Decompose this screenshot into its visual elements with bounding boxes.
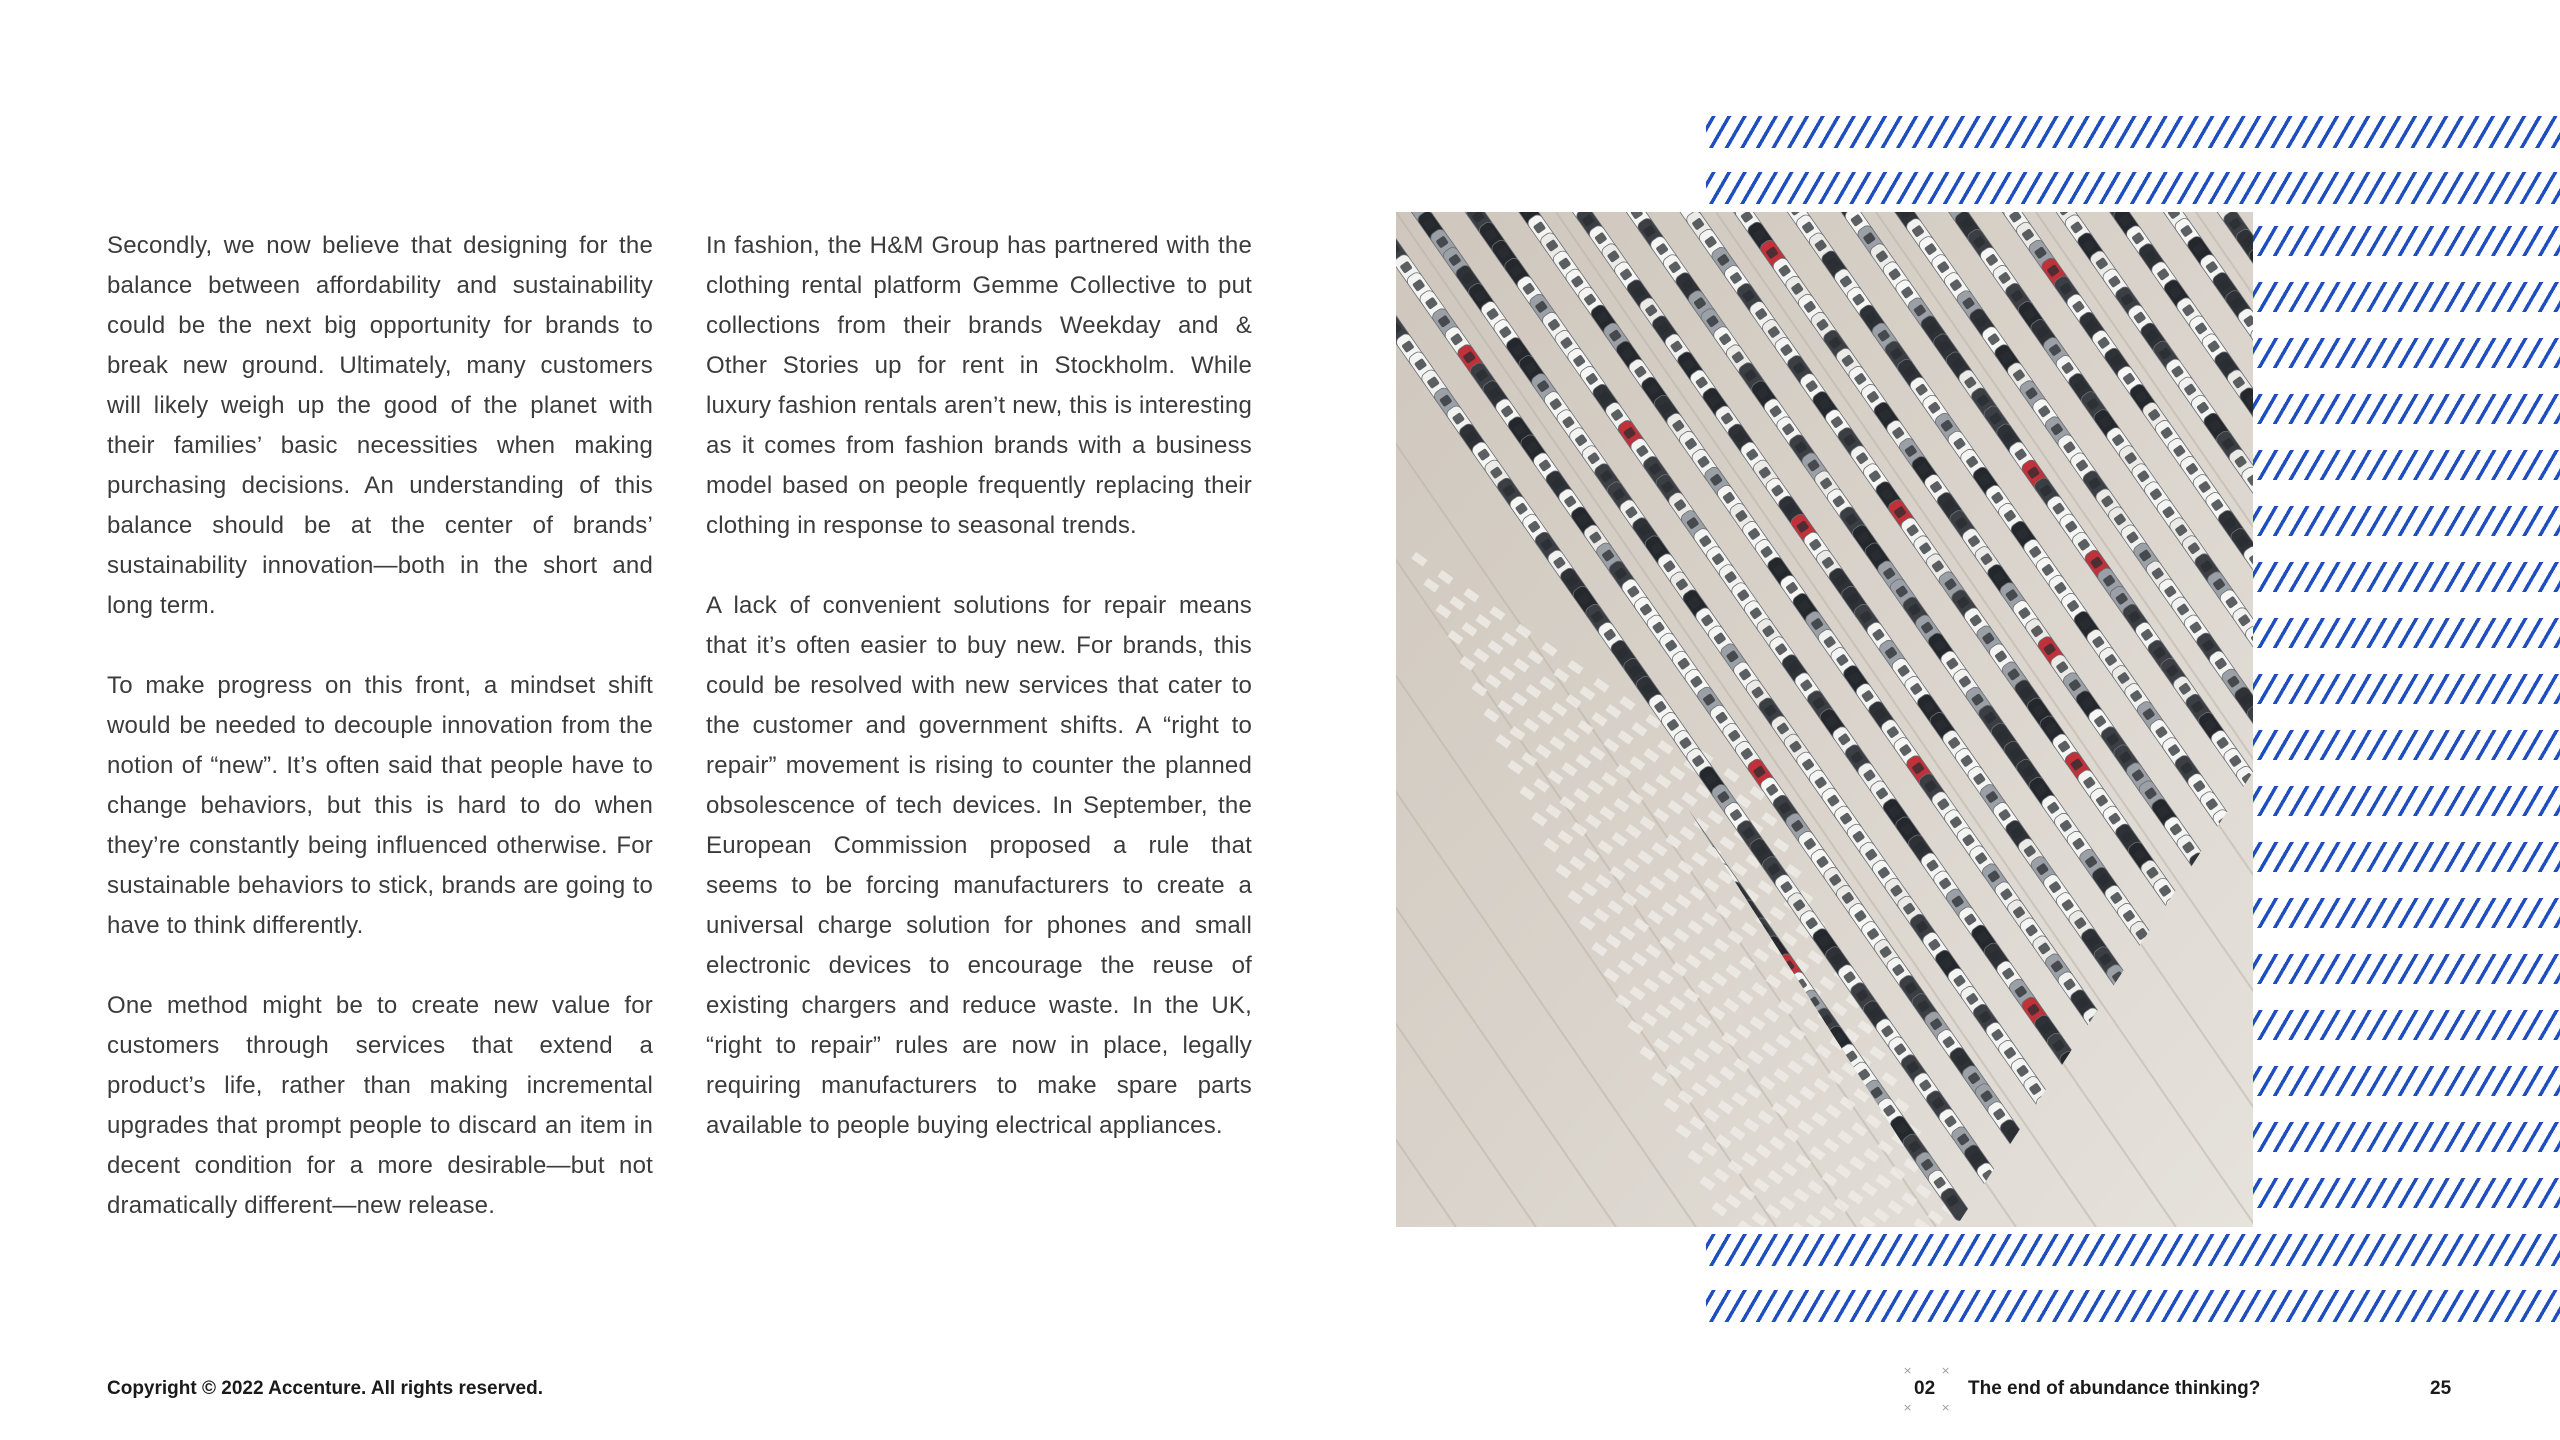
decorative-stripe-row [2253,786,2560,816]
decorative-stripe-row [2253,954,2560,984]
decorative-stripe-row [2253,1178,2560,1208]
copyright-notice: Copyright © 2022 Accenture. All rights reserved. [107,1378,544,1399]
corner-x-icon: × [1941,1364,1951,1377]
decorative-stripe-row [2253,282,2560,312]
decorative-stripe-row [2253,226,2560,256]
paragraph: Secondly, we now believe that designing for the balance between affordability and sustainability could be the next big opportunity for brands to break new ground. Ultimately, many customers will likely weigh up the good of the planet with their families’ basic necessities when making purchasing decisions. An understanding of this balance should be at the center of brands’ sustainability innovation—both in the short and long term. [107,232,653,619]
paragraph: In fashion, the H&M Group has partnered with the clothing rental platform Gemme Collective to put collections from their brands Weekday and & Other Stories up for rent in Stockholm. While luxury fashion rentals aren’t new, this is interesting as it comes from fashion brands with a business model based on people frequently replacing their clothing in response to seasonal trends. [706,232,1252,539]
decorative-stripe-row [2253,618,2560,648]
decorative-stripe-row [2253,450,2560,480]
decorative-stripe-row [2253,1010,2560,1040]
paragraph: One method might be to create new value for customers through services that extend a product’s life, rather than making incremental upgrades that prompt people to discard an item in decent condition for a more desirable—but not dramatically different—new release. [107,992,653,1219]
chapter-title[interactable]: The end of abundance thinking? [1968,1378,2261,1399]
paragraph: A lack of convenient solutions for repair means that it’s often easier to buy new. For brands, this could be resolved with new services that cater to the customer and government shifts. A “right to repair” movement is rising to counter the planned obsolescence of tech devices. In September, the European Commission proposed a rule that seems to be forcing manufacturers to create a universal charge solution for phones and small electronic devices to encourage the reuse of existing chargers and reduce waste. In the UK, “right to repair” rules are now in place, legally requiring manufacturers to make spare parts available to people buying electrical appliances. [706,592,1252,1139]
chapter-number[interactable]: 02 [1914,1378,1936,1399]
decorative-stripe-row [2253,394,2560,424]
corner-x-icon: × [1903,1364,1913,1377]
decorative-stripe-row [2253,730,2560,760]
decorative-stripe-row [2253,1066,2560,1096]
corner-x-icon: × [1903,1401,1913,1414]
decorative-stripe-row [2253,842,2560,872]
decorative-stripe-row [2253,338,2560,368]
decorative-stripe-row [2253,506,2560,536]
decorative-stripe-row [2253,1122,2560,1152]
body-column-left [107,226,653,1266]
decorative-stripes-bottom-2 [1706,1290,2560,1322]
page-number: 25 [2430,1378,2452,1399]
decorative-stripes-bottom-1 [1706,1234,2560,1266]
decorative-stripe-row [2253,674,2560,704]
paragraph: To make progress on this front, a mindset shift would be needed to decouple innovation from the notion of “new”. It’s often said that people have to change behaviors, but this is hard to do when they’re constantly being influenced otherwise. For sustainable behaviors to stick, brands are going to have to think differently. [107,672,653,939]
corner-x-icon: × [1941,1401,1951,1414]
aerial-parking-lot-photo [1396,212,2253,1227]
decorative-stripe-row [2253,898,2560,928]
decorative-stripe-row [2253,562,2560,592]
decorative-stripes-top-1 [1706,116,2560,148]
body-column-right [706,226,1252,1186]
decorative-stripes-top-2 [1706,172,2560,204]
